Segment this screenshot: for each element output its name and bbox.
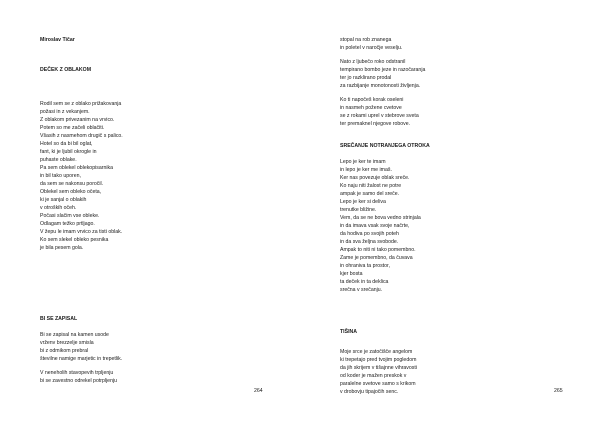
poem-line: v otroških očeh. [40, 205, 77, 211]
poem-line: in nasmeh požene cvetove [340, 105, 402, 111]
poem-line: Oblekel sem obleko očeta, [40, 189, 102, 195]
poem-stanza [340, 58, 570, 90]
poem-line: Ko sem slekel obleko pesnika [40, 237, 109, 243]
poem-line: Moje srce je zatočišče angelom [340, 349, 413, 355]
poem-line: in ohraniva ta prostor, [340, 263, 390, 269]
poem-line: kjer bosta [340, 271, 363, 277]
poem-line: ter premaknel njegove robove. [340, 121, 411, 127]
poem-line: od koder je mažen preskok v [340, 373, 407, 379]
poem-title-srecanje-notranjega-otroka: SREČANJE NOTRANJEGA OTROKA [340, 143, 430, 149]
right-text-column [340, 36, 570, 396]
poem-line: vrženv brezzelje smisla [40, 340, 94, 346]
poem-stanza [40, 100, 270, 252]
poem-line: Pa sem oblekel oblekopisarnika [40, 165, 113, 171]
poem-line: v drobovju tipajočih senc. [340, 389, 399, 395]
poem-line: in bil tako uporen, [40, 173, 81, 179]
poem-title-tisina: TIŠINA [340, 329, 358, 335]
author-name: Miroslav Tičar [40, 37, 75, 43]
page-number: 264 [254, 388, 263, 394]
poem-line: Zame je pomembno, da čuvava [340, 255, 413, 261]
poem-line: paralelne svetove samo s krikom [340, 381, 416, 387]
right-page [300, 0, 600, 423]
poem-line: je bila pesem gola. [40, 245, 84, 251]
poem-line: ampak je samo del sreče. [340, 191, 400, 197]
poem-line: Ampak to niti ni tako pomembno. [340, 247, 416, 253]
poem-line: trenutke bližine. [340, 207, 377, 213]
poem-line: Všasih z nasmehom drugič s palico. [40, 133, 123, 139]
poem-line: in lepo je ker me imaš. [340, 167, 392, 173]
poem-line: bi se zavestno odrekel potrpljenju [40, 378, 117, 384]
poem-line: da sem se nakonsu poročil. [40, 181, 104, 187]
poem-line: Lepo je ker si deliva [340, 199, 386, 205]
poem-line: srečna v srečanju. [340, 287, 383, 293]
poem-line: da hodiva po svojih poteh [340, 231, 399, 237]
poem-line: Bi se zapisal na kamen usode [40, 332, 109, 338]
poem-line: ter jo razklirano prodal [340, 75, 392, 81]
poem-line: da jih skrijem v tišajnne vihravosti [340, 365, 417, 371]
poem-line: ki trepetajo pred tvojim pogledom [340, 357, 417, 363]
poem-line: ki je sanjal o oblakih [40, 197, 87, 203]
poem-line: ta deček in ta deklica [340, 279, 389, 285]
poem-line: tempirano bombo jeze in razočaranja [340, 67, 426, 73]
poem-title-bi-se-zapisal: BI SE ZAPISAL [40, 316, 78, 322]
poem-line: Ko naju niti žalost ne potre [340, 183, 402, 189]
poem-line: Z oblakom privezanim na vrvico. [40, 117, 115, 123]
poem-line: in da sva željna svobode. [340, 239, 399, 245]
poem-line: požasi in z vekanjem. [40, 109, 90, 115]
poem-line: se z rokami uprel v stebrove sveta [340, 113, 419, 119]
poem-line: bi z odmikom prebral [40, 348, 89, 354]
poem-line: V neneholih stavopevih trpljenju [40, 370, 114, 376]
poem-stanza [40, 331, 270, 363]
poem-line: Odlagam težko prtljago. [40, 221, 95, 227]
poem-line: in poletel v naročje veselju. [340, 45, 403, 51]
poem-line: za razbijanje monotonosti življenja. [340, 83, 421, 89]
poem-line: Ko ti napočeš korak oseleni [340, 97, 404, 103]
poem-stanza [340, 158, 570, 294]
poem-line: Ker nas povezuje oblak sreče. [340, 175, 410, 181]
left-text-column [40, 36, 270, 385]
poem-line: Lepo je ker te imam [340, 159, 386, 165]
poem-line: Nato z ljubečo roko odstranil [340, 59, 406, 65]
poem-title-decek-z-oblakom: DEČEK Z OBLAKOM [40, 67, 92, 73]
poem-line: Vem, da se ne bova vedno strinjala [340, 215, 421, 221]
poem-line: Hotel so da bi bil oglat, [40, 141, 93, 147]
poem-line: stopal na rob znanega [340, 37, 392, 43]
poem-line: V žepu le imam vrvico za tisti oblak. [40, 229, 123, 235]
poem-stanza [340, 96, 570, 128]
poem-stanza [340, 348, 570, 396]
poem-line: Potem so me začeli oblačiti. [40, 125, 105, 131]
poem-line: in da imava vsak svoje načrte, [340, 223, 410, 229]
poem-stanza [40, 369, 270, 385]
poem-line: puhaste oblake. [40, 157, 77, 163]
poem-line: Rodil sem se z oblako prižakovanja [40, 101, 122, 107]
poem-line: številne namige marjetic in trepetlik. [40, 356, 123, 362]
poem-stanza [340, 36, 570, 52]
page-number: 265 [554, 388, 563, 394]
poem-line: fant, ki je ljubil okrogle in [40, 149, 97, 155]
poem-line: Počasi slačim vse obleke. [40, 213, 100, 219]
